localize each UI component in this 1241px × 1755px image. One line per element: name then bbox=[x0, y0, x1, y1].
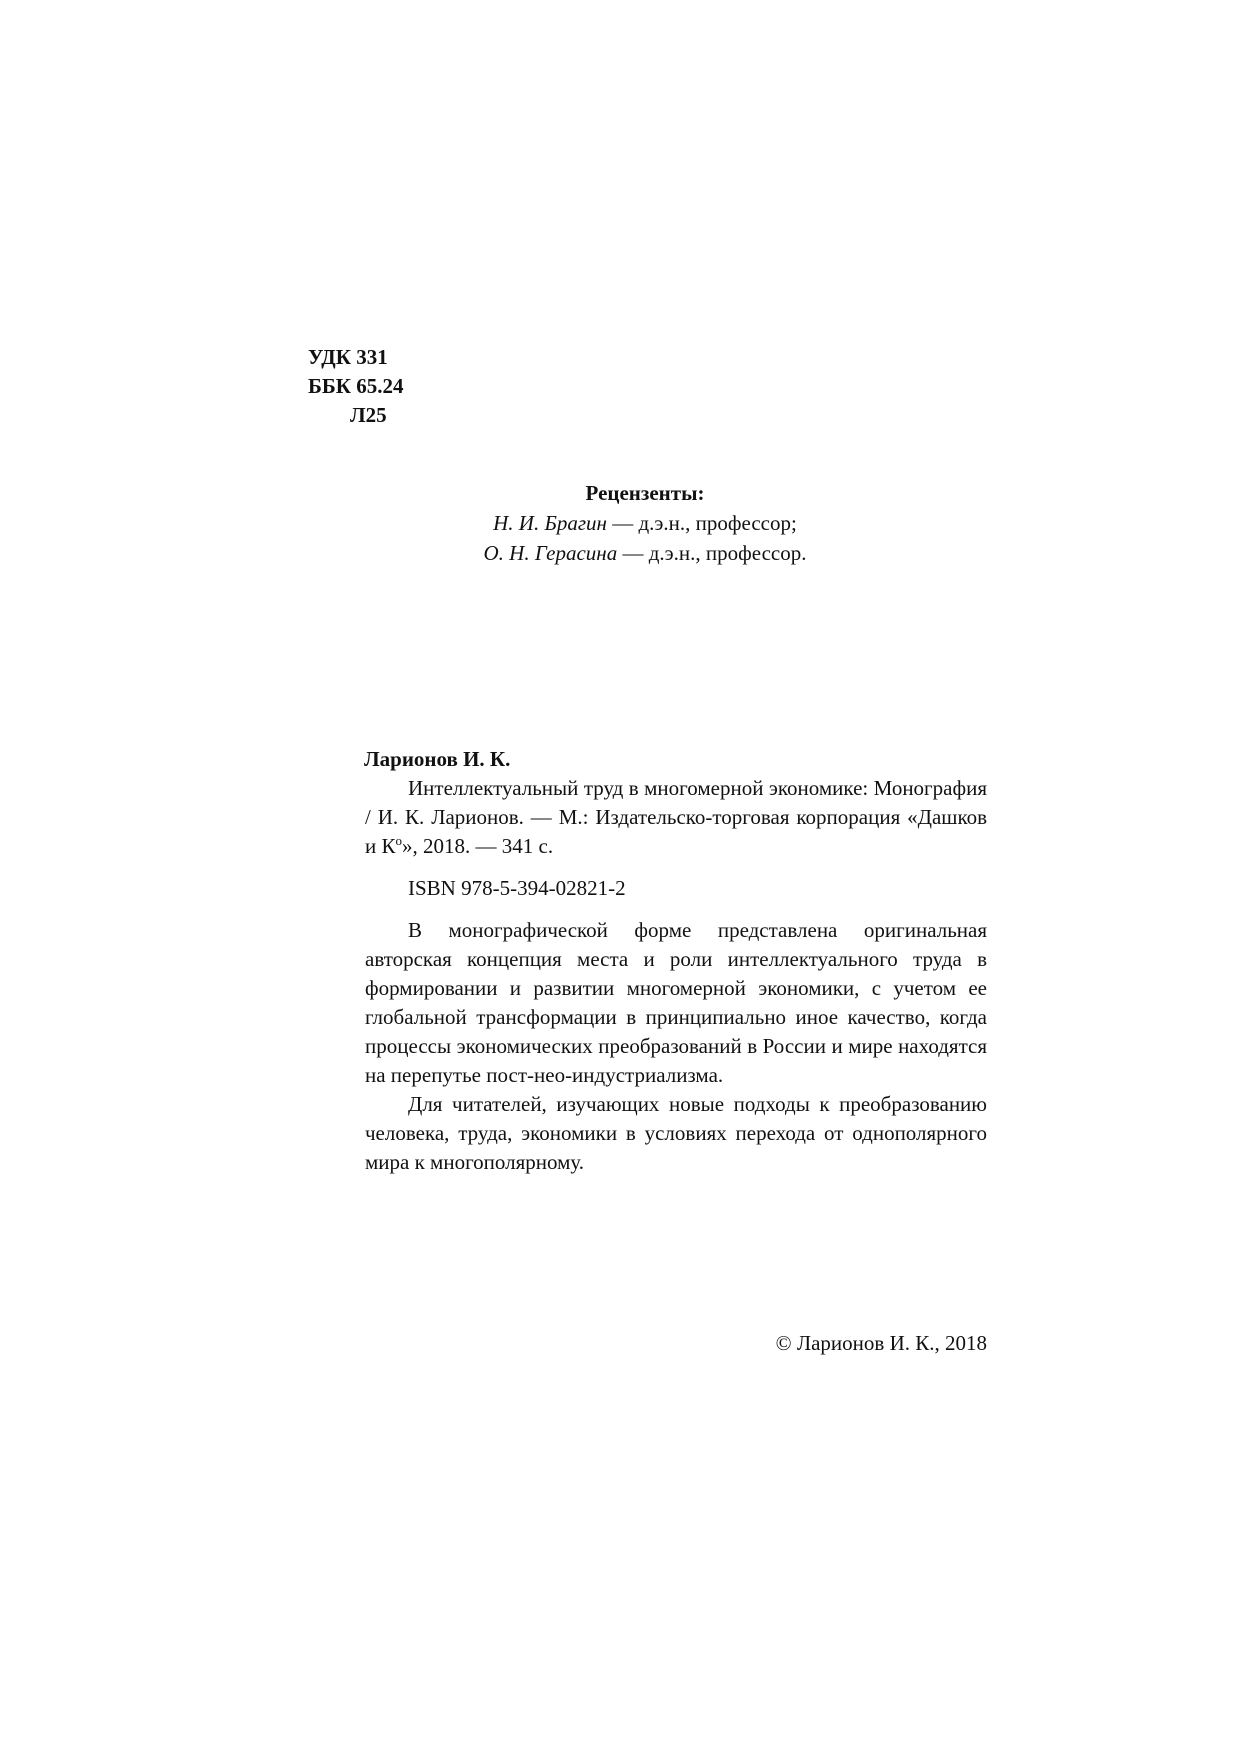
isbn: ISBN 978-5-394-02821-2 bbox=[408, 876, 626, 900]
citation-end: », 2018. — 341 с. bbox=[402, 834, 554, 858]
record-citation bbox=[365, 774, 987, 861]
reviewer-details: — д.э.н., профессор; bbox=[606, 511, 797, 535]
citation-main: Интеллектуальный труд в многомерной экономике: Монография / И. К. Ларионов. — М.: Издательско-торговая корпорация «Дашков и К bbox=[365, 776, 987, 858]
reviewer-entry bbox=[400, 538, 890, 568]
bibliographic-record bbox=[365, 745, 987, 1177]
bbk-index: ББК 65.24 bbox=[308, 374, 404, 398]
author-mark: Л25 bbox=[350, 403, 387, 427]
reviewers-title: Рецензенты: bbox=[585, 481, 705, 505]
classification-block bbox=[308, 343, 404, 430]
reviewer-name: Н. И. Брагин bbox=[493, 511, 607, 535]
audience-paragraph: Для читателей, изучающих новые подходы к преобразованию человека, труда, экономики в условиях перехода от однополярного мира к многополярному. bbox=[365, 1092, 987, 1174]
reviewers-block bbox=[400, 478, 890, 568]
abstract-paragraph: В монографической форме представлена оригинальная авторская концепция места и роли интеллектуального труда в формировании и развитии многомерной экономики, с учетом ее глобальной трансформации в принципиально иное качество, когда процессы экономических преобразований в России и мире находятся на перепутье пост-нео-индустриализма. bbox=[365, 918, 987, 1087]
copyright-notice: © Ларионов И. К., 2018 bbox=[775, 1331, 987, 1355]
record-author: Ларионов И. К. bbox=[364, 747, 511, 771]
reviewer-name: О. Н. Герасина bbox=[483, 541, 618, 565]
reviewer-entry bbox=[400, 508, 890, 538]
citation-superscript: о bbox=[395, 833, 402, 848]
reviewer-details: — д.э.н., профессор. bbox=[617, 541, 807, 565]
udk-index: УДК 331 bbox=[308, 345, 388, 369]
